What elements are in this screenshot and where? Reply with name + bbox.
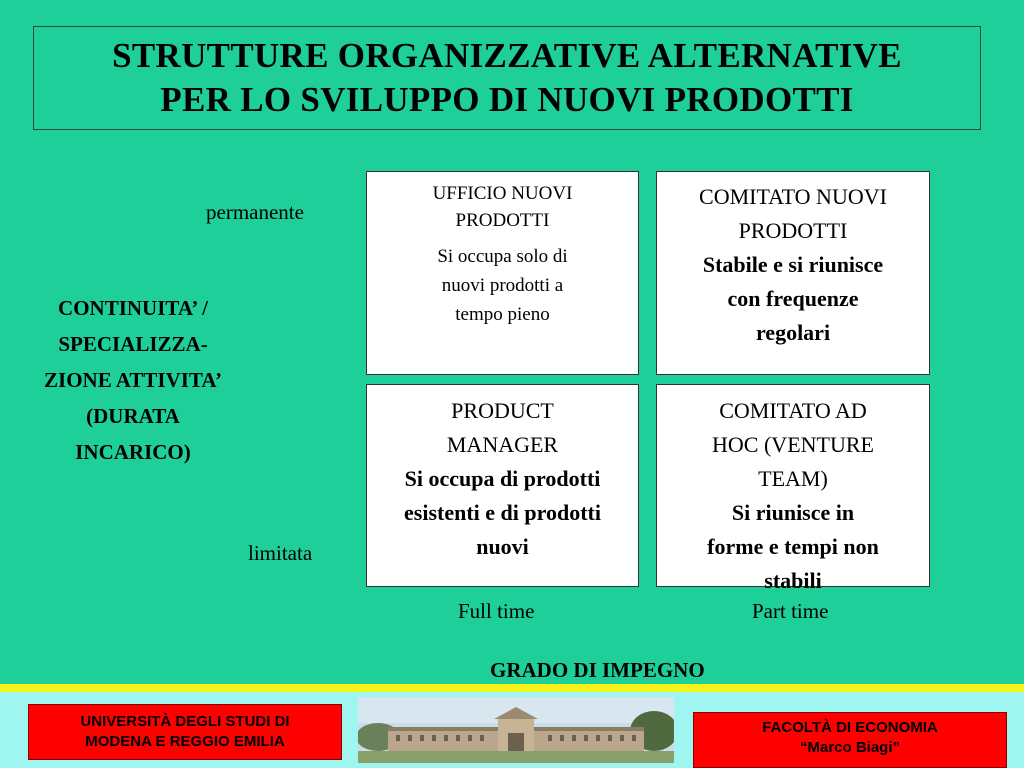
cell-title-line: TEAM) xyxy=(758,466,828,491)
cell-ufficio-nuovi-prodotti xyxy=(366,171,639,375)
cell-title-line: UFFICIO NUOVI xyxy=(432,183,573,204)
row-label-permanente: permanente xyxy=(206,200,304,224)
cell-title-line: MANAGER xyxy=(446,432,559,457)
campus-building-image xyxy=(358,697,674,763)
y-axis-line: SPECIALIZZA- xyxy=(58,332,208,356)
y-axis-line: CONTINUITA’ / xyxy=(58,296,208,320)
cell-desc-line: con frequenze xyxy=(727,286,859,311)
university-line: MODENA E REGGIO EMILIA xyxy=(85,733,285,750)
cell-desc-line: Si occupa solo di xyxy=(437,246,568,267)
y-axis-line: INCARICO) xyxy=(75,440,191,464)
yellow-separator xyxy=(0,684,1024,692)
cell-title-line: COMITATO AD xyxy=(719,398,867,423)
university-label xyxy=(28,704,342,760)
x-axis-label: GRADO DI IMPEGNO xyxy=(490,658,705,682)
cell-comitato-nuovi-prodotti xyxy=(656,171,930,375)
faculty-line: “Marco Biagi” xyxy=(799,739,901,756)
title-box xyxy=(33,26,981,130)
title-line-2: PER LO SVILUPPO DI NUOVI PRODOTTI xyxy=(160,80,854,119)
title-line-1: STRUTTURE ORGANIZZATIVE ALTERNATIVE xyxy=(112,36,902,75)
row-label-limitata: limitata xyxy=(248,541,313,565)
y-axis-line: ZIONE ATTIVITA’ xyxy=(44,368,222,392)
cell-desc-line: forme e tempi non xyxy=(707,534,879,559)
cell-title-line: COMITATO NUOVI xyxy=(699,184,887,209)
cell-product-manager xyxy=(366,384,639,587)
cell-title-line: PRODOTTI xyxy=(738,218,848,243)
cell-desc-line: Si riunisce in xyxy=(731,500,855,525)
faculty-line: FACOLTÀ DI ECONOMIA xyxy=(762,719,938,736)
cell-title-line: HOC (VENTURE xyxy=(712,432,874,457)
cell-title-line: PRODUCT xyxy=(451,398,554,423)
y-axis-line: (DURATA xyxy=(86,404,180,428)
cell-desc-line: regolari xyxy=(755,320,831,345)
cell-comitato-ad-hoc xyxy=(656,384,930,593)
slide-title xyxy=(112,34,902,122)
cell-desc-line: nuovi xyxy=(476,534,529,559)
y-axis-label xyxy=(8,290,258,470)
cell-desc-line: stabili xyxy=(764,568,822,593)
faculty-label xyxy=(693,712,1007,768)
university-line: UNIVERSITÀ DEGLI STUDI DI xyxy=(80,713,290,730)
cell-desc-line: tempo pieno xyxy=(455,304,550,325)
col-label-part-time: Part time xyxy=(752,599,829,623)
cell-desc-line: esistenti e di prodotti xyxy=(404,500,601,525)
cell-title-line: PRODOTTI xyxy=(455,210,550,231)
cell-desc-line: Stabile e si riunisce xyxy=(702,252,884,277)
col-label-full-time: Full time xyxy=(458,599,535,623)
cell-desc-line: Si occupa di prodotti xyxy=(404,466,601,491)
cell-desc-line: nuovi prodotti a xyxy=(441,275,564,296)
